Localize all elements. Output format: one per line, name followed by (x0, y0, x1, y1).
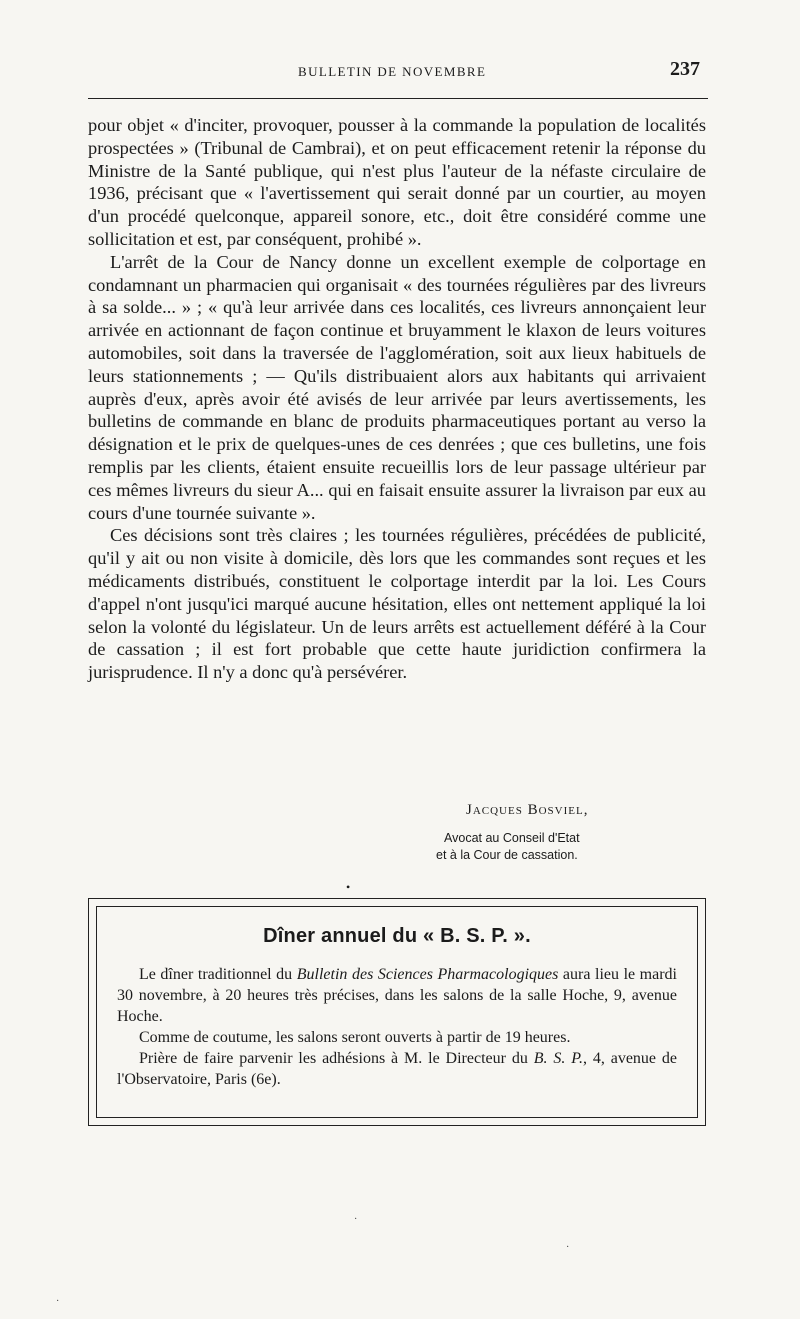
page-number: 237 (670, 58, 700, 80)
paragraph-3: Ces décisions sont très claires ; les tournées régulières, précédées de publicité, qu'il y ait ou non visite à domicile, dès lors que les commandes sont reçues et les médicaments distribués, constituent le colportage interdit par la loi. Les Cours d'appel n'ont jusqu'ici marqué aucune hésitation, elles ont nettement appliqué la loi selon la volonté du législateur. Un de leurs arrêts est actuellement déféré à la Cour de cassation ; il est fort probable que cette haute juridiction confirmera la jurisprudence. Il n'y a donc qu'à persévérer. (88, 525, 706, 683)
journal-title: Bulletin des Sciences Pharmacologiques (296, 966, 559, 983)
notice-p3-text-end: , 4, avenue de l'Observatoire, Paris (6e). (117, 1050, 678, 1088)
notice-paragraph-2: Comme de coutume, les salons seront ouverts à partir de 19 heures. (139, 1029, 571, 1046)
article-body (88, 114, 706, 684)
page-header (88, 60, 708, 90)
bsp-abbrev: B. S. P. (533, 1050, 583, 1067)
stray-mark: • (346, 880, 351, 894)
notice-inner-frame (96, 906, 698, 1118)
notice-paragraph-1 (117, 964, 677, 1027)
notice-title: Dîner annuel du « B. S. P. ». (263, 925, 531, 947)
notice-paragraph-3 (117, 1048, 677, 1090)
author-title-line-1: Avocat au Conseil d'Etat (444, 831, 580, 845)
speck: · (56, 1296, 60, 1307)
speck: · (566, 1242, 570, 1253)
speck: · (354, 1214, 358, 1225)
author-title-line-2: et à la Cour de cassation. (436, 848, 578, 862)
notice-p1-text: Le dîner traditionnel du (139, 966, 297, 983)
running-title: BULLETIN DE NOVEMBRE (298, 64, 487, 79)
paragraph-2: L'arrêt de la Cour de Nancy donne un excellent exemple de colportage en condamnant un pharmacien qui organisait « des tournées régulières par des livreurs à sa solde... » ; « qu'à leur arrivée dans ces localités, ces livreurs annonçaient leur arrivée en actionnant de façon continue et bruyamment le klaxon de leurs voitures automobiles, soit dans la traversée de l'agglomération, soit aux lieux habituels de leurs stationnements ; — Qu'ils distribuaient alors aux habitants qui arrivaient auprès d'eux, après avoir été avisés de leur arrivée par leurs avertissements, les bulletins de commande en blanc de produits pharmaceutiques portant au verso la désignation et le prix de quelques-unes de ces denrées ; que ces bulletins, une fois remplis par les clients, étaient ensuite recueillis lors de leur passage ultérieur par ces mêmes livreurs du sieur A... qui en faisait ensuite assurer la livraison par eux au cours d'une tournée suivante ». (88, 251, 706, 523)
notice-text (117, 964, 677, 1090)
notice-p1-text-end: aura lieu le mardi 30 novembre, à 20 heures très précises, dans les salons de la salle Hoche, 9, avenue Hoche. (117, 966, 678, 1025)
author-name: Jacques Bosviel, (466, 802, 589, 818)
header-rule (88, 98, 708, 99)
signature-block (430, 800, 710, 864)
notice-box (88, 898, 706, 1126)
notice-p3-text: Prière de faire parvenir les adhésions à M. le Directeur du (139, 1050, 534, 1067)
paragraph-1: pour objet « d'inciter, provoquer, pousser à la commande la population de localités prospectées » (Tribunal de Cambrai), et on peut efficacement retenir la réponse du Ministre de la Santé publique, qui n'est plus l'auteur de la néfaste circulaire de 1936, précisant que « l'avertissement qui serait donné par un courtier, au moyen d'un procédé quelconque, appareil sonore, etc., doit être considéré comme une sollicitation et est, par conséquent, prohibé ». (88, 115, 706, 249)
